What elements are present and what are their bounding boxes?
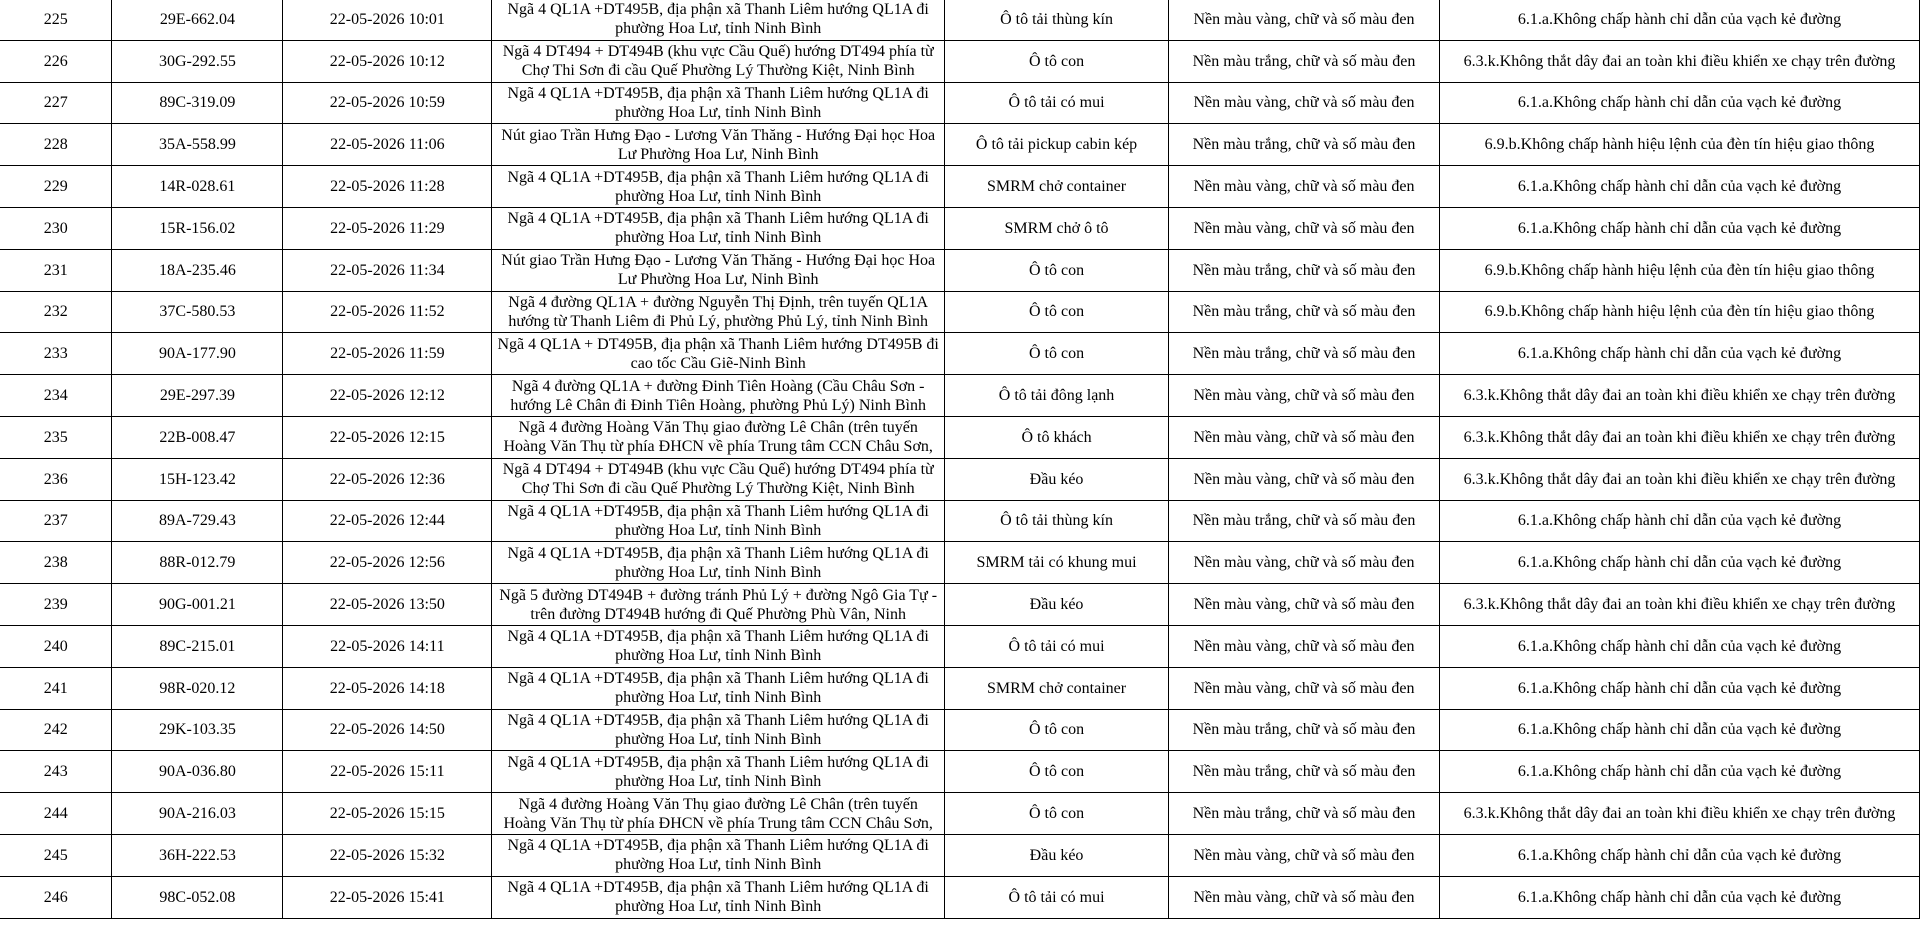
- cell-stt: 242: [0, 709, 112, 751]
- cell-plate: 88R-012.79: [112, 542, 283, 584]
- cell-plate: 98C-052.08: [112, 876, 283, 918]
- cell-stt: 233: [0, 333, 112, 375]
- cell-violation: 6.9.b.Không chấp hành hiệu lệnh của đèn tín hiệu giao thông: [1439, 291, 1919, 333]
- cell-plate-color: Nền màu trắng, chữ và số màu đen: [1169, 291, 1440, 333]
- cell-stt: 240: [0, 625, 112, 667]
- cell-vehicle-type: Ô tô con: [945, 793, 1169, 835]
- cell-plate-color: Nền màu trắng, chữ và số màu đen: [1169, 751, 1440, 793]
- cell-location: [492, 249, 945, 291]
- cell-vehicle-type: Ô tô con: [945, 709, 1169, 751]
- cell-vehicle-type: Ô tô con: [945, 291, 1169, 333]
- cell-vehicle-type: Ô tô con: [945, 40, 1169, 82]
- cell-time: 22-05-2026 15:32: [283, 834, 492, 876]
- cell-plate: 15H-123.42: [112, 458, 283, 500]
- cell-violation: 6.1.a.Không chấp hành chỉ dẫn của vạch kẻ đường: [1439, 751, 1919, 793]
- table-row: [0, 834, 1920, 876]
- cell-plate: 30G-292.55: [112, 40, 283, 82]
- cell-plate: 89A-729.43: [112, 500, 283, 542]
- table-row: [0, 40, 1920, 82]
- table-row: [0, 207, 1920, 249]
- cell-location: [492, 709, 945, 751]
- cell-stt: 237: [0, 500, 112, 542]
- location-text: Ngã 4 QL1A +DT495B, địa phận xã Thanh Liêm hướng QL1A đi phường Hoa Lư, tỉnh Ninh Bình: [507, 711, 929, 748]
- table-row: [0, 124, 1920, 166]
- cell-violation: 6.1.a.Không chấp hành chỉ dẫn của vạch kẻ đường: [1439, 0, 1919, 40]
- cell-plate: 90A-177.90: [112, 333, 283, 375]
- cell-plate: 29K-103.35: [112, 709, 283, 751]
- cell-vehicle-type: Ô tô tải có mui: [945, 876, 1169, 918]
- location-text: Ngã 4 QL1A +DT495B, địa phận xã Thanh Liêm hướng QL1A đi phường Hoa Lư, tỉnh Ninh Bình: [507, 168, 929, 205]
- cell-location: [492, 625, 945, 667]
- cell-plate-color: Nền màu vàng, chữ và số màu đen: [1169, 667, 1440, 709]
- cell-violation: 6.1.a.Không chấp hành chỉ dẫn của vạch kẻ đường: [1439, 625, 1919, 667]
- table-row: [0, 375, 1920, 417]
- cell-plate: 29E-297.39: [112, 375, 283, 417]
- location-text: Ngã 4 DT494 + DT494B (khu vực Cầu Quế) hướng DT494 phía từ Chợ Thi Sơn đi cầu Quế Phường Lý Thường Kiệt, Ninh Bình: [502, 43, 934, 80]
- cell-location: [492, 458, 945, 500]
- cell-vehicle-type: SMRM tải có khung mui: [945, 542, 1169, 584]
- cell-location: [492, 124, 945, 166]
- table-row: [0, 876, 1920, 918]
- cell-plate-color: Nền màu vàng, chữ và số màu đen: [1169, 82, 1440, 124]
- cell-location: [492, 416, 945, 458]
- table-row: [0, 249, 1920, 291]
- cell-vehicle-type: Ô tô tải thùng kín: [945, 0, 1169, 40]
- cell-plate-color: Nền màu vàng, chữ và số màu đen: [1169, 584, 1440, 626]
- cell-plate-color: Nền màu vàng, chữ và số màu đen: [1169, 416, 1440, 458]
- cell-location: [492, 207, 945, 249]
- cell-plate-color: Nền màu trắng, chữ và số màu đen: [1169, 500, 1440, 542]
- cell-plate-color: Nền màu vàng, chữ và số màu đen: [1169, 542, 1440, 584]
- cell-time: 22-05-2026 11:28: [283, 166, 492, 208]
- table-row: [0, 500, 1920, 542]
- cell-location: [492, 166, 945, 208]
- cell-location: [492, 542, 945, 584]
- cell-location: [492, 584, 945, 626]
- cell-plate: 37C-580.53: [112, 291, 283, 333]
- cell-plate-color: Nền màu trắng, chữ và số màu đen: [1169, 333, 1440, 375]
- location-text: Ngã 4 QL1A + DT495B, địa phận xã Thanh Liêm hướng DT495B đi cao tốc Cầu Giẽ-Ninh Bình: [497, 335, 939, 372]
- cell-plate: 14R-028.61: [112, 166, 283, 208]
- cell-plate-color: Nền màu trắng, chữ và số màu đen: [1169, 709, 1440, 751]
- cell-plate: 18A-235.46: [112, 249, 283, 291]
- cell-vehicle-type: Ô tô con: [945, 333, 1169, 375]
- location-text: Ngã 4 QL1A +DT495B, địa phận xã Thanh Liêm hướng QL1A đi phường Hoa Lư, tỉnh Ninh Bình: [507, 544, 929, 581]
- cell-plate-color: Nền màu trắng, chữ và số màu đen: [1169, 249, 1440, 291]
- cell-location: [492, 876, 945, 918]
- cell-plate-color: Nền màu trắng, chữ và số màu đen: [1169, 40, 1440, 82]
- cell-location: [492, 751, 945, 793]
- cell-time: 22-05-2026 11:29: [283, 207, 492, 249]
- location-text: Ngã 4 đường QL1A + đường Đinh Tiên Hoàng (Cầu Châu Sơn - hướng Lê Chân đi Đinh Tiên Hoàng, phường Phủ Lý) Ninh Bình: [510, 377, 926, 414]
- cell-stt: 238: [0, 542, 112, 584]
- cell-time: 22-05-2026 12:44: [283, 500, 492, 542]
- location-text: Ngã 4 DT494 + DT494B (khu vực Cầu Quế) hướng DT494 phía từ Chợ Thi Sơn đi cầu Quế Phường Lý Thường Kiệt, Ninh Bình: [502, 461, 934, 498]
- location-text: Ngã 4 QL1A +DT495B, địa phận xã Thanh Liêm hướng QL1A đi phường Hoa Lư, tỉnh Ninh Bình: [507, 670, 929, 707]
- cell-time: 22-05-2026 11:34: [283, 249, 492, 291]
- cell-stt: 225: [0, 0, 112, 40]
- cell-vehicle-type: Ô tô con: [945, 249, 1169, 291]
- table-row: [0, 333, 1920, 375]
- cell-vehicle-type: Ô tô tải thùng kín: [945, 500, 1169, 542]
- cell-vehicle-type: SMRM chở container: [945, 166, 1169, 208]
- cell-plate-color: Nền màu vàng, chữ và số màu đen: [1169, 625, 1440, 667]
- cell-location: [492, 500, 945, 542]
- cell-vehicle-type: Ô tô con: [945, 751, 1169, 793]
- cell-time: 22-05-2026 11:06: [283, 124, 492, 166]
- cell-time: 22-05-2026 15:41: [283, 876, 492, 918]
- cell-location: [492, 667, 945, 709]
- cell-stt: 231: [0, 249, 112, 291]
- table-row: [0, 751, 1920, 793]
- cell-plate: 89C-215.01: [112, 625, 283, 667]
- cell-violation: 6.1.a.Không chấp hành chỉ dẫn của vạch kẻ đường: [1439, 82, 1919, 124]
- cell-plate-color: Nền màu vàng, chữ và số màu đen: [1169, 375, 1440, 417]
- table-row: [0, 542, 1920, 584]
- cell-time: 22-05-2026 15:15: [283, 793, 492, 835]
- cell-violation: 6.3.k.Không thắt dây đai an toàn khi điều khiển xe chạy trên đường: [1439, 584, 1919, 626]
- cell-location: [492, 333, 945, 375]
- cell-violation: 6.3.k.Không thắt dây đai an toàn khi điều khiển xe chạy trên đường: [1439, 375, 1919, 417]
- cell-violation: 6.3.k.Không thắt dây đai an toàn khi điều khiển xe chạy trên đường: [1439, 793, 1919, 835]
- cell-location: [492, 375, 945, 417]
- cell-location: [492, 291, 945, 333]
- cell-plate: 90G-001.21: [112, 584, 283, 626]
- cell-stt: 246: [0, 876, 112, 918]
- cell-time: 22-05-2026 14:11: [283, 625, 492, 667]
- cell-time: 22-05-2026 10:01: [283, 0, 492, 40]
- location-text: Ngã 4 QL1A +DT495B, địa phận xã Thanh Liêm hướng QL1A đi phường Hoa Lư, tỉnh Ninh Bình: [507, 502, 929, 539]
- cell-time: 22-05-2026 12:12: [283, 375, 492, 417]
- cell-plate: 98R-020.12: [112, 667, 283, 709]
- cell-stt: 228: [0, 124, 112, 166]
- cell-location: [492, 40, 945, 82]
- cell-stt: 232: [0, 291, 112, 333]
- cell-plate: 22B-008.47: [112, 416, 283, 458]
- location-text: Ngã 4 QL1A +DT495B, địa phận xã Thanh Liêm hướng QL1A đi phường Hoa Lư, tỉnh Ninh Bình: [507, 879, 929, 916]
- location-text: Ngã 4 QL1A +DT495B, địa phận xã Thanh Liêm hướng QL1A đi phường Hoa Lư, tỉnh Ninh Bình: [507, 210, 929, 247]
- cell-violation: 6.1.a.Không chấp hành chỉ dẫn của vạch kẻ đường: [1439, 542, 1919, 584]
- cell-stt: 236: [0, 458, 112, 500]
- cell-stt: 243: [0, 751, 112, 793]
- location-text: Ngã 4 QL1A +DT495B, địa phận xã Thanh Liêm hướng QL1A đi phường Hoa Lư, tỉnh Ninh Bình: [507, 837, 929, 874]
- cell-vehicle-type: Ô tô khách: [945, 416, 1169, 458]
- location-text: Ngã 4 QL1A +DT495B, địa phận xã Thanh Liêm hướng QL1A đi phường Hoa Lư, tỉnh Ninh Bình: [507, 628, 929, 665]
- cell-plate: 36H-222.53: [112, 834, 283, 876]
- cell-vehicle-type: SMRM chở container: [945, 667, 1169, 709]
- cell-vehicle-type: Đầu kéo: [945, 584, 1169, 626]
- cell-plate-color: Nền màu vàng, chữ và số màu đen: [1169, 834, 1440, 876]
- cell-plate: 29E-662.04: [112, 0, 283, 40]
- cell-plate: 89C-319.09: [112, 82, 283, 124]
- cell-stt: 227: [0, 82, 112, 124]
- cell-plate-color: Nền màu trắng, chữ và số màu đen: [1169, 793, 1440, 835]
- cell-time: 22-05-2026 14:18: [283, 667, 492, 709]
- location-text: Ngã 4 QL1A +DT495B, địa phận xã Thanh Liêm hướng QL1A đi phường Hoa Lư, tỉnh Ninh Bình: [507, 1, 929, 38]
- cell-plate: 15R-156.02: [112, 207, 283, 249]
- cell-plate-color: Nền màu vàng, chữ và số màu đen: [1169, 166, 1440, 208]
- cell-violation: 6.3.k.Không thắt dây đai an toàn khi điều khiển xe chạy trên đường: [1439, 458, 1919, 500]
- table-row: [0, 416, 1920, 458]
- cell-location: [492, 834, 945, 876]
- location-text: Ngã 4 đường Hoàng Văn Thụ giao đường Lê Chân (trên tuyến Hoàng Văn Thụ từ phía ĐHCN về phía Trung tâm CCN Châu Sơn,: [503, 419, 933, 456]
- table-row: [0, 0, 1920, 40]
- cell-vehicle-type: SMRM chở ô tô: [945, 207, 1169, 249]
- table-row: [0, 166, 1920, 208]
- cell-stt: 230: [0, 207, 112, 249]
- cell-location: [492, 793, 945, 835]
- cell-plate: 90A-216.03: [112, 793, 283, 835]
- table-row: [0, 82, 1920, 124]
- cell-violation: 6.1.a.Không chấp hành chỉ dẫn của vạch kẻ đường: [1439, 709, 1919, 751]
- cell-plate-color: Nền màu vàng, chữ và số màu đen: [1169, 458, 1440, 500]
- location-text: Nút giao Trần Hưng Đạo - Lương Văn Thăng - Hướng Đại học Hoa Lư Phường Hoa Lư, Ninh Bình: [501, 252, 936, 289]
- cell-vehicle-type: Đầu kéo: [945, 834, 1169, 876]
- cell-plate: 90A-036.80: [112, 751, 283, 793]
- cell-violation: 6.9.b.Không chấp hành hiệu lệnh của đèn tín hiệu giao thông: [1439, 249, 1919, 291]
- cell-time: 22-05-2026 13:50: [283, 584, 492, 626]
- cell-time: 22-05-2026 10:59: [283, 82, 492, 124]
- cell-location: [492, 82, 945, 124]
- cell-vehicle-type: Ô tô tải đông lạnh: [945, 375, 1169, 417]
- cell-stt: 241: [0, 667, 112, 709]
- cell-vehicle-type: Ô tô tải có mui: [945, 625, 1169, 667]
- cell-violation: 6.9.b.Không chấp hành hiệu lệnh của đèn tín hiệu giao thông: [1439, 124, 1919, 166]
- table-row: [0, 458, 1920, 500]
- cell-stt: 229: [0, 166, 112, 208]
- cell-time: 22-05-2026 11:59: [283, 333, 492, 375]
- cell-violation: 6.1.a.Không chấp hành chỉ dẫn của vạch kẻ đường: [1439, 500, 1919, 542]
- cell-vehicle-type: Ô tô tải có mui: [945, 82, 1169, 124]
- cell-violation: 6.1.a.Không chấp hành chỉ dẫn của vạch kẻ đường: [1439, 333, 1919, 375]
- cell-plate-color: Nền màu vàng, chữ và số màu đen: [1169, 876, 1440, 918]
- cell-time: 22-05-2026 10:12: [283, 40, 492, 82]
- cell-stt: 239: [0, 584, 112, 626]
- cell-violation: 6.1.a.Không chấp hành chỉ dẫn của vạch kẻ đường: [1439, 667, 1919, 709]
- cell-time: 22-05-2026 14:50: [283, 709, 492, 751]
- cell-violation: 6.1.a.Không chấp hành chỉ dẫn của vạch kẻ đường: [1439, 834, 1919, 876]
- cell-stt: 235: [0, 416, 112, 458]
- table-row: [0, 584, 1920, 626]
- location-text: Ngã 4 đường Hoàng Văn Thụ giao đường Lê Chân (trên tuyến Hoàng Văn Thụ từ phía ĐHCN về phía Trung tâm CCN Châu Sơn,: [503, 795, 933, 832]
- cell-plate-color: Nền màu vàng, chữ và số màu đen: [1169, 0, 1440, 40]
- cell-violation: 6.1.a.Không chấp hành chỉ dẫn của vạch kẻ đường: [1439, 166, 1919, 208]
- cell-violation: 6.1.a.Không chấp hành chỉ dẫn của vạch kẻ đường: [1439, 207, 1919, 249]
- cell-stt: 226: [0, 40, 112, 82]
- cell-time: 22-05-2026 11:52: [283, 291, 492, 333]
- cell-time: 22-05-2026 12:36: [283, 458, 492, 500]
- table-row: [0, 667, 1920, 709]
- cell-violation: 6.3.k.Không thắt dây đai an toàn khi điều khiển xe chạy trên đường: [1439, 40, 1919, 82]
- cell-plate: 35A-558.99: [112, 124, 283, 166]
- cell-stt: 234: [0, 375, 112, 417]
- cell-time: 22-05-2026 12:15: [283, 416, 492, 458]
- table-row: [0, 625, 1920, 667]
- cell-time: 22-05-2026 15:11: [283, 751, 492, 793]
- cell-violation: 6.1.a.Không chấp hành chỉ dẫn của vạch kẻ đường: [1439, 876, 1919, 918]
- location-text: Ngã 4 QL1A +DT495B, địa phận xã Thanh Liêm hướng QL1A đi phường Hoa Lư, tỉnh Ninh Bình: [507, 84, 929, 121]
- cell-plate-color: Nền màu trắng, chữ và số màu đen: [1169, 124, 1440, 166]
- cell-vehicle-type: Đầu kéo: [945, 458, 1169, 500]
- table-row: [0, 709, 1920, 751]
- cell-location: [492, 0, 945, 40]
- location-text: Ngã 4 QL1A +DT495B, địa phận xã Thanh Liêm hướng QL1A đi phường Hoa Lư, tỉnh Ninh Bình: [507, 753, 929, 790]
- cell-stt: 244: [0, 793, 112, 835]
- cell-time: 22-05-2026 12:56: [283, 542, 492, 584]
- table-row: [0, 793, 1920, 835]
- cell-vehicle-type: Ô tô tải pickup cabin kép: [945, 124, 1169, 166]
- cell-plate-color: Nền màu vàng, chữ và số màu đen: [1169, 207, 1440, 249]
- cell-violation: 6.3.k.Không thắt dây đai an toàn khi điều khiển xe chạy trên đường: [1439, 416, 1919, 458]
- location-text: Nút giao Trần Hưng Đạo - Lương Văn Thăng - Hướng Đại học Hoa Lư Phường Hoa Lư, Ninh Bình: [501, 126, 936, 163]
- location-text: Ngã 4 đường QL1A + đường Nguyễn Thị Định, trên tuyến QL1A hướng từ Thanh Liêm đi Phủ Lý, phường Phủ Lý, tỉnh Ninh Bình: [508, 293, 929, 330]
- table-row: [0, 291, 1920, 333]
- cell-stt: 245: [0, 834, 112, 876]
- location-text: Ngã 5 đường DT494B + đường tránh Phủ Lý + đường Ngô Gia Tự - trên đường DT494B hướng đi Quế Phường Phù Vân, Ninh: [499, 586, 938, 623]
